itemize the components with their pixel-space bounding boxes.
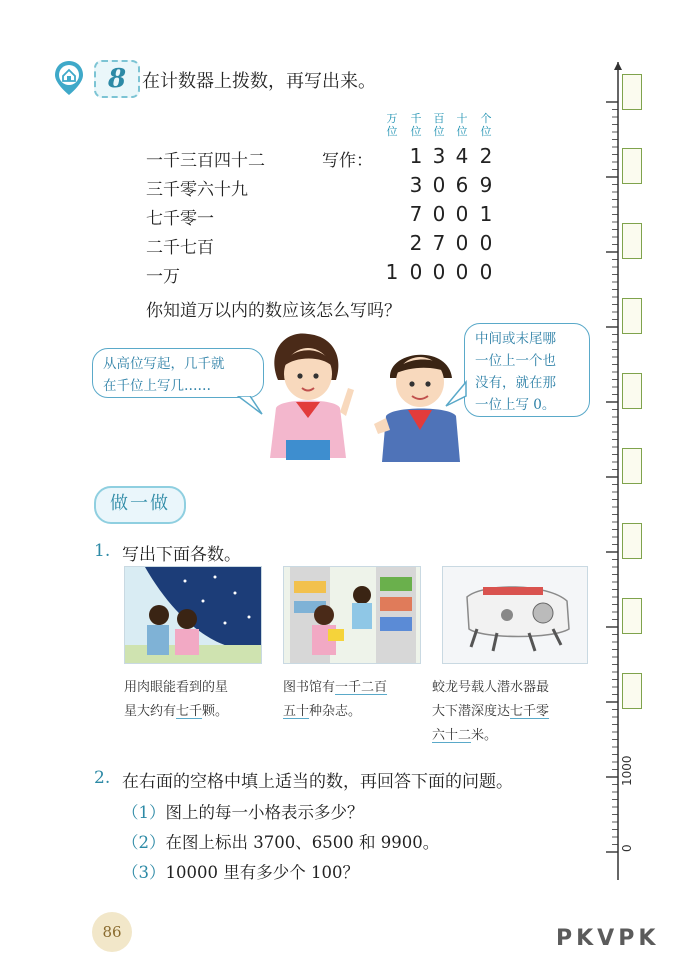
question-1-text: 写出下面各数。 [122,545,241,565]
girl-speech-bubble [92,348,264,398]
digit: 7 [432,231,446,255]
submersible-picture [442,566,588,664]
digit: 0 [455,202,469,226]
ruler-label-0: 0 [620,844,634,852]
digit: 0 [455,260,469,284]
caption-submersible: 蛟龙号载人潜水器最 大下潜深度达七千零 六十二米。 [432,680,550,743]
page-number: 86 [92,912,132,952]
underlined-number-text: 七千零 [510,704,550,719]
caption-library: 图书馆有一千二百 五十种杂志。 [283,680,388,719]
digit: 0 [432,260,446,284]
digit: 2 [479,144,493,168]
write-label: 写作： [322,151,373,171]
practice-section-tag: 做一做 [94,486,186,524]
digit: 9 [479,173,493,197]
digit: 0 [479,231,493,255]
ruler-blank-box[interactable] [622,673,642,709]
digit: 0 [409,260,423,284]
digit: 1 [385,260,399,284]
place-header-hundreds: 百 位 [433,112,445,138]
ruler-blank-box[interactable] [622,148,642,184]
bubble-line: 从高位写起，几千就 [103,356,225,372]
watermark: PKVPK [556,926,660,951]
ruler-blank-box[interactable] [622,373,642,409]
underlined-number-text: 一千二百 [335,680,388,695]
bubble-line: 一位上写 0。 [475,397,556,413]
digit: 3 [409,173,423,197]
ruler-blank-box[interactable] [622,74,642,110]
question-1-number: 1. [94,541,111,561]
place-header-thousands: 千 位 [410,112,422,138]
digit: 1 [409,144,423,168]
ruler-blank-box[interactable] [622,598,642,634]
ruler-blank-box[interactable] [622,448,642,484]
row-chinese: 一千三百四十二 [146,151,265,171]
digit: 4 [455,144,469,168]
ruler-arrow [614,62,622,70]
bubble-line: 中间或末尾哪 [475,331,556,347]
row-chinese: 一万 [146,267,180,287]
ruler-blank-box[interactable] [622,523,642,559]
row-chinese: 七千零一 [146,209,214,229]
boy-speech-bubble [464,323,590,417]
digit: 3 [432,144,446,168]
ruler-blank-box[interactable] [622,223,642,259]
home-pin-icon [54,60,84,96]
digit: 0 [479,260,493,284]
underlined-number-text: 七千 [176,704,203,719]
caption-stars: 用肉眼能看到的星 星大约有七千颗。 [124,680,229,719]
exercise-number: 8 [94,60,140,98]
digit: 0 [432,202,446,226]
stars-picture [124,566,262,664]
question-2-text: 在右面的空格中填上适当的数，再回答下面的问题。 [122,772,513,792]
ruler-blank-box[interactable] [622,298,642,334]
boy-illustration [372,338,468,462]
exercise-instruction: 在计数器上拨数，再写出来。 [142,71,376,92]
discussion-question: 你知道万以内的数应该怎么写吗？ [146,301,401,321]
underlined-number-text: 五十 [283,704,310,719]
bubble-line: 没有，就在那 [475,375,556,391]
digit: 1 [479,202,493,226]
bubble-line: 在千位上写几…… [103,378,211,394]
place-header-ones: 个 位 [480,112,492,138]
girl-illustration [256,330,356,462]
ruler-label-1000: 1000 [620,755,634,786]
question-2-sub-1: （1）图上的每一小格表示多少？ [122,803,364,822]
row-chinese: 二千七百 [146,238,214,258]
digit: 0 [432,173,446,197]
question-2-number: 2. [94,768,111,788]
library-picture [283,566,421,664]
underlined-number-text: 六十二 [432,728,472,743]
digit: 7 [409,202,423,226]
place-header-ten-thousands: 万 位 [386,112,398,138]
digit: 6 [455,173,469,197]
digit: 2 [409,231,423,255]
question-2-sub-3: （3）10000 里有多少个 100？ [122,863,359,882]
digit: 0 [455,231,469,255]
question-2-sub-2: （2）在图上标出 3700、6500 和 9900。 [122,833,440,852]
row-chinese: 三千零六十九 [146,180,248,200]
bubble-line: 一位上一个也 [475,353,556,369]
place-header-tens: 十 位 [456,112,468,138]
